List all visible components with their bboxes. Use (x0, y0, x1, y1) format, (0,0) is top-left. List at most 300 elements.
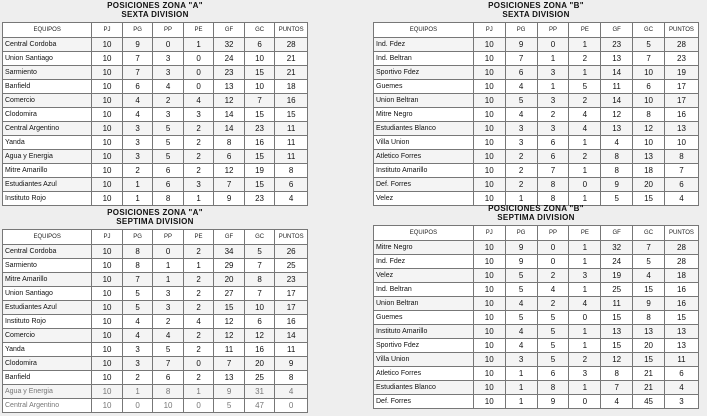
column-header: PP (537, 226, 569, 241)
stat-cell: 3 (537, 94, 569, 108)
stat-cell: 1 (569, 66, 601, 80)
table-row (374, 353, 699, 367)
stat-cell: 0 (153, 38, 184, 52)
stat-cell: 21 (633, 367, 665, 381)
stat-cell: 5 (244, 245, 275, 259)
team-name: Instituto Rojo (3, 192, 92, 206)
stat-cell: 10 (473, 52, 505, 66)
stat-cell: 8 (153, 385, 184, 399)
team-name: Yanda (3, 343, 92, 357)
team-name: Union Santiago (3, 52, 92, 66)
stat-cell: 0 (569, 178, 601, 192)
stat-cell: 1 (569, 241, 601, 255)
table-zona-a-sexta (2, 1, 308, 206)
table-row (3, 315, 308, 329)
stat-cell: 20 (633, 339, 665, 353)
stat-cell: 3 (183, 108, 214, 122)
stat-cell: 4 (664, 381, 698, 395)
stat-cell: 10 (92, 245, 123, 259)
stat-cell: 8 (275, 371, 308, 385)
stat-cell: 25 (244, 371, 275, 385)
stat-cell: 20 (214, 273, 245, 287)
stat-cell: 11 (601, 297, 633, 311)
column-header: EQUIPOS (3, 23, 92, 38)
stat-cell: 4 (601, 136, 633, 150)
stat-cell: 10 (92, 192, 123, 206)
stat-cell: 6 (537, 367, 569, 381)
table-row (374, 255, 699, 269)
stat-cell: 2 (537, 269, 569, 283)
stat-cell: 3 (122, 136, 153, 150)
stat-cell: 7 (244, 259, 275, 273)
stat-cell: 7 (122, 273, 153, 287)
stat-cell: 5 (569, 80, 601, 94)
stat-cell: 10 (473, 80, 505, 94)
table-row (3, 329, 308, 343)
table-row (3, 192, 308, 206)
stat-cell: 9 (537, 395, 569, 409)
stat-cell: 1 (569, 339, 601, 353)
stat-cell: 0 (537, 241, 569, 255)
standings-table (2, 22, 308, 206)
stat-cell: 7 (153, 357, 184, 371)
stat-cell: 3 (153, 287, 184, 301)
stat-cell: 5 (153, 150, 184, 164)
table-row (3, 122, 308, 136)
stat-cell: 10 (92, 52, 123, 66)
stat-cell: 12 (214, 164, 245, 178)
stat-cell: 5 (505, 94, 537, 108)
table-row (374, 325, 699, 339)
stat-cell: 12 (214, 329, 245, 343)
stat-cell: 9 (601, 178, 633, 192)
stat-cell: 7 (122, 52, 153, 66)
stat-cell: 29 (214, 259, 245, 273)
stat-cell: 5 (505, 269, 537, 283)
stat-cell: 10 (473, 164, 505, 178)
stat-cell: 2 (183, 371, 214, 385)
table-title: POSICIONES ZONA "A" (107, 208, 203, 217)
stat-cell: 16 (664, 108, 698, 122)
stat-cell: 10 (92, 108, 123, 122)
standings-table (2, 229, 308, 413)
table-row (3, 385, 308, 399)
stat-cell: 8 (275, 164, 308, 178)
stat-cell: 1 (183, 385, 214, 399)
team-name: Central Cordoba (3, 38, 92, 52)
team-name: Union Santiago (3, 287, 92, 301)
stat-cell: 10 (92, 136, 123, 150)
stat-cell: 4 (153, 329, 184, 343)
stat-cell: 7 (664, 164, 698, 178)
table-subtitle: SEXTA DIVISION (502, 10, 570, 19)
column-header: PUNTOS (275, 230, 308, 245)
stat-cell: 10 (92, 273, 123, 287)
stat-cell: 8 (122, 245, 153, 259)
stat-cell: 13 (214, 371, 245, 385)
stat-cell: 4 (183, 94, 214, 108)
stat-cell: 6 (537, 136, 569, 150)
stat-cell: 14 (601, 94, 633, 108)
stat-cell: 23 (244, 192, 275, 206)
stat-cell: 18 (664, 269, 698, 283)
stat-cell: 3 (664, 395, 698, 409)
stat-cell: 28 (664, 255, 698, 269)
team-name: Sarmiento (3, 66, 92, 80)
stat-cell: 8 (537, 381, 569, 395)
stat-cell: 19 (664, 66, 698, 80)
table-row (3, 150, 308, 164)
table-row (374, 339, 699, 353)
stat-cell: 2 (183, 245, 214, 259)
stat-cell: 8 (601, 164, 633, 178)
stat-cell: 23 (275, 273, 308, 287)
stat-cell: 10 (244, 52, 275, 66)
stat-cell: 28 (664, 38, 698, 52)
stat-cell: 16 (244, 136, 275, 150)
column-header: PUNTOS (275, 23, 308, 38)
stat-cell: 5 (537, 311, 569, 325)
stat-cell: 1 (569, 283, 601, 297)
table-row (3, 66, 308, 80)
stat-cell: 4 (153, 80, 184, 94)
stat-cell: 7 (244, 94, 275, 108)
stat-cell: 4 (275, 192, 308, 206)
table-row (374, 164, 699, 178)
stat-cell: 14 (601, 66, 633, 80)
column-header: GC (633, 226, 665, 241)
stat-cell: 8 (633, 311, 665, 325)
stat-cell: 10 (473, 66, 505, 80)
stat-cell: 13 (601, 325, 633, 339)
stat-cell: 10 (473, 136, 505, 150)
column-header: GF (601, 23, 633, 38)
stat-cell: 10 (92, 287, 123, 301)
stat-cell: 5 (214, 399, 245, 413)
stat-cell: 31 (244, 385, 275, 399)
stat-cell: 16 (664, 283, 698, 297)
team-name: Estudiantes Azul (3, 178, 92, 192)
stat-cell: 4 (122, 94, 153, 108)
column-header: PP (537, 23, 569, 38)
stat-cell: 47 (244, 399, 275, 413)
column-header: PG (505, 226, 537, 241)
team-name: Velez (374, 192, 474, 206)
stat-cell: 9 (275, 357, 308, 371)
table-row (3, 343, 308, 357)
stat-cell: 5 (633, 38, 665, 52)
stat-cell: 1 (569, 255, 601, 269)
stat-cell: 12 (601, 353, 633, 367)
stat-cell: 28 (275, 38, 308, 52)
stat-cell: 1 (505, 367, 537, 381)
stat-cell: 2 (153, 94, 184, 108)
team-name: Banfield (3, 80, 92, 94)
stat-cell: 10 (92, 150, 123, 164)
stat-cell: 9 (505, 255, 537, 269)
stat-cell: 13 (601, 122, 633, 136)
team-name: Villa Union (374, 353, 474, 367)
stat-cell: 9 (505, 38, 537, 52)
table-row (374, 94, 699, 108)
stat-cell: 9 (633, 297, 665, 311)
table-row (3, 80, 308, 94)
stat-cell: 10 (473, 178, 505, 192)
stat-cell: 10 (473, 150, 505, 164)
stat-cell: 7 (214, 178, 245, 192)
stat-cell: 45 (633, 395, 665, 409)
stat-cell: 21 (275, 66, 308, 80)
stat-cell: 15 (601, 311, 633, 325)
stat-cell: 25 (275, 259, 308, 273)
stat-cell: 2 (569, 52, 601, 66)
stat-cell: 2 (505, 150, 537, 164)
table-row (3, 287, 308, 301)
stat-cell: 3 (122, 357, 153, 371)
stat-cell: 25 (601, 283, 633, 297)
stat-cell: 5 (537, 353, 569, 367)
stat-cell: 8 (601, 150, 633, 164)
stat-cell: 3 (537, 122, 569, 136)
stat-cell: 14 (214, 108, 245, 122)
stat-cell: 10 (244, 80, 275, 94)
stat-cell: 5 (537, 339, 569, 353)
stat-cell: 1 (183, 259, 214, 273)
table-row (374, 269, 699, 283)
stat-cell: 0 (183, 357, 214, 371)
table-row (3, 178, 308, 192)
stat-cell: 10 (92, 122, 123, 136)
table-row (3, 136, 308, 150)
table-row (374, 178, 699, 192)
table-row (374, 283, 699, 297)
team-name: Ind. Fdez (374, 38, 474, 52)
table-subtitle: SEPTIMA DIVISION (116, 217, 194, 226)
stat-cell: 0 (183, 66, 214, 80)
stat-cell: 10 (153, 399, 184, 413)
stat-cell: 4 (569, 122, 601, 136)
table-row (3, 357, 308, 371)
stat-cell: 12 (633, 122, 665, 136)
stat-cell: 6 (153, 164, 184, 178)
team-name: Guemes (374, 80, 474, 94)
stat-cell: 10 (92, 164, 123, 178)
stat-cell: 2 (183, 329, 214, 343)
stat-cell: 10 (244, 301, 275, 315)
stat-cell: 4 (569, 297, 601, 311)
stat-cell: 10 (473, 108, 505, 122)
stat-cell: 1 (569, 136, 601, 150)
stat-cell: 3 (122, 343, 153, 357)
table-row (3, 371, 308, 385)
stat-cell: 5 (153, 122, 184, 136)
stat-cell: 7 (505, 52, 537, 66)
team-name: Villa Union (374, 136, 474, 150)
stat-cell: 17 (275, 301, 308, 315)
stat-cell: 13 (601, 52, 633, 66)
column-header: GC (244, 23, 275, 38)
table-row (374, 66, 699, 80)
stat-cell: 10 (473, 122, 505, 136)
stat-cell: 3 (569, 269, 601, 283)
stat-cell: 1 (569, 164, 601, 178)
team-name: Mitre Amarillo (3, 273, 92, 287)
stat-cell: 21 (633, 381, 665, 395)
table-row (374, 311, 699, 325)
stat-cell: 12 (214, 94, 245, 108)
stat-cell: 8 (664, 150, 698, 164)
stat-cell: 5 (537, 325, 569, 339)
stat-cell: 23 (214, 66, 245, 80)
stat-cell: 1 (505, 192, 537, 206)
stat-cell: 15 (275, 108, 308, 122)
table-subtitle: SEPTIMA DIVISION (497, 213, 575, 222)
stat-cell: 20 (633, 178, 665, 192)
stat-cell: 5 (153, 343, 184, 357)
team-name: Velez (374, 269, 474, 283)
stat-cell: 6 (633, 80, 665, 94)
stat-cell: 3 (122, 122, 153, 136)
stat-cell: 9 (122, 38, 153, 52)
stat-cell: 8 (122, 259, 153, 273)
team-name: Sportivo Fdez (374, 66, 474, 80)
stat-cell: 3 (153, 108, 184, 122)
stat-cell: 4 (633, 269, 665, 283)
stat-cell: 10 (92, 343, 123, 357)
team-name: Agua y Energia (3, 150, 92, 164)
stat-cell: 0 (569, 395, 601, 409)
stat-cell: 10 (92, 315, 123, 329)
stat-cell: 4 (601, 395, 633, 409)
stat-cell: 6 (244, 315, 275, 329)
team-name: Agua y Energia (3, 385, 92, 399)
stat-cell: 15 (214, 301, 245, 315)
stat-cell: 3 (505, 353, 537, 367)
stat-cell: 0 (183, 80, 214, 94)
stat-cell: 4 (505, 339, 537, 353)
stat-cell: 13 (664, 122, 698, 136)
table-row (3, 301, 308, 315)
stat-cell: 11 (275, 343, 308, 357)
table-row (374, 108, 699, 122)
column-header: PP (153, 23, 184, 38)
table-row (374, 150, 699, 164)
stat-cell: 10 (633, 94, 665, 108)
stat-cell: 17 (664, 94, 698, 108)
team-name: Mitre Amarillo (3, 164, 92, 178)
table-row (374, 381, 699, 395)
table-zona-b-sexta (373, 1, 699, 206)
stat-cell: 10 (92, 301, 123, 315)
column-header: PUNTOS (664, 226, 698, 241)
standings-table (373, 22, 699, 206)
stat-cell: 1 (122, 192, 153, 206)
stat-cell: 1 (537, 52, 569, 66)
column-header: GC (633, 23, 665, 38)
team-name: Instituto Amarillo (374, 164, 474, 178)
column-header: PG (122, 230, 153, 245)
team-name: Central Cordoba (3, 245, 92, 259)
stat-cell: 0 (153, 245, 184, 259)
stat-cell: 2 (122, 164, 153, 178)
table-row (3, 273, 308, 287)
stat-cell: 10 (633, 136, 665, 150)
stat-cell: 15 (633, 192, 665, 206)
stat-cell: 16 (664, 297, 698, 311)
team-name: Atletico Forres (374, 367, 474, 381)
stat-cell: 10 (92, 38, 123, 52)
stat-cell: 10 (92, 66, 123, 80)
team-name: Instituto Amarillo (374, 325, 474, 339)
stat-cell: 10 (92, 329, 123, 343)
stat-cell: 1 (537, 80, 569, 94)
stat-cell: 11 (601, 80, 633, 94)
stat-cell: 10 (92, 399, 123, 413)
column-header: PJ (473, 226, 505, 241)
column-header: PE (569, 226, 601, 241)
team-name: Comercio (3, 94, 92, 108)
stat-cell: 3 (505, 122, 537, 136)
stat-cell: 4 (122, 329, 153, 343)
stat-cell: 5 (505, 311, 537, 325)
stat-cell: 13 (633, 150, 665, 164)
stat-cell: 4 (664, 192, 698, 206)
stat-cell: 10 (473, 255, 505, 269)
team-name: Mitre Negro (374, 241, 474, 255)
stat-cell: 10 (92, 259, 123, 273)
standings-table (373, 225, 699, 409)
stat-cell: 6 (664, 367, 698, 381)
table-row (3, 245, 308, 259)
column-header: PUNTOS (664, 23, 698, 38)
stat-cell: 13 (633, 325, 665, 339)
stat-cell: 6 (122, 80, 153, 94)
stat-cell: 24 (214, 52, 245, 66)
stat-cell: 15 (633, 283, 665, 297)
header-row (3, 23, 308, 38)
stat-cell: 2 (183, 301, 214, 315)
team-name: Clodomira (3, 108, 92, 122)
stat-cell: 8 (537, 192, 569, 206)
stat-cell: 1 (153, 273, 184, 287)
stat-cell: 18 (275, 80, 308, 94)
stat-cell: 2 (183, 287, 214, 301)
stat-cell: 10 (473, 367, 505, 381)
stat-cell: 8 (601, 367, 633, 381)
stat-cell: 7 (214, 357, 245, 371)
table-row (3, 108, 308, 122)
stat-cell: 4 (122, 315, 153, 329)
team-name: Instituto Rojo (3, 315, 92, 329)
column-header: PE (183, 23, 214, 38)
header-row (3, 230, 308, 245)
stat-cell: 7 (537, 164, 569, 178)
stat-cell: 0 (122, 399, 153, 413)
stat-cell: 19 (244, 164, 275, 178)
stat-cell: 4 (275, 385, 308, 399)
stat-cell: 0 (537, 255, 569, 269)
table-row (374, 80, 699, 94)
stat-cell: 1 (569, 381, 601, 395)
table-row (3, 38, 308, 52)
stat-cell: 1 (122, 385, 153, 399)
team-name: Estudiantes Blanco (374, 122, 474, 136)
team-name: Banfield (3, 371, 92, 385)
team-name: Def. Forres (374, 395, 474, 409)
stat-cell: 14 (275, 329, 308, 343)
stat-cell: 3 (569, 367, 601, 381)
stat-cell: 5 (122, 287, 153, 301)
